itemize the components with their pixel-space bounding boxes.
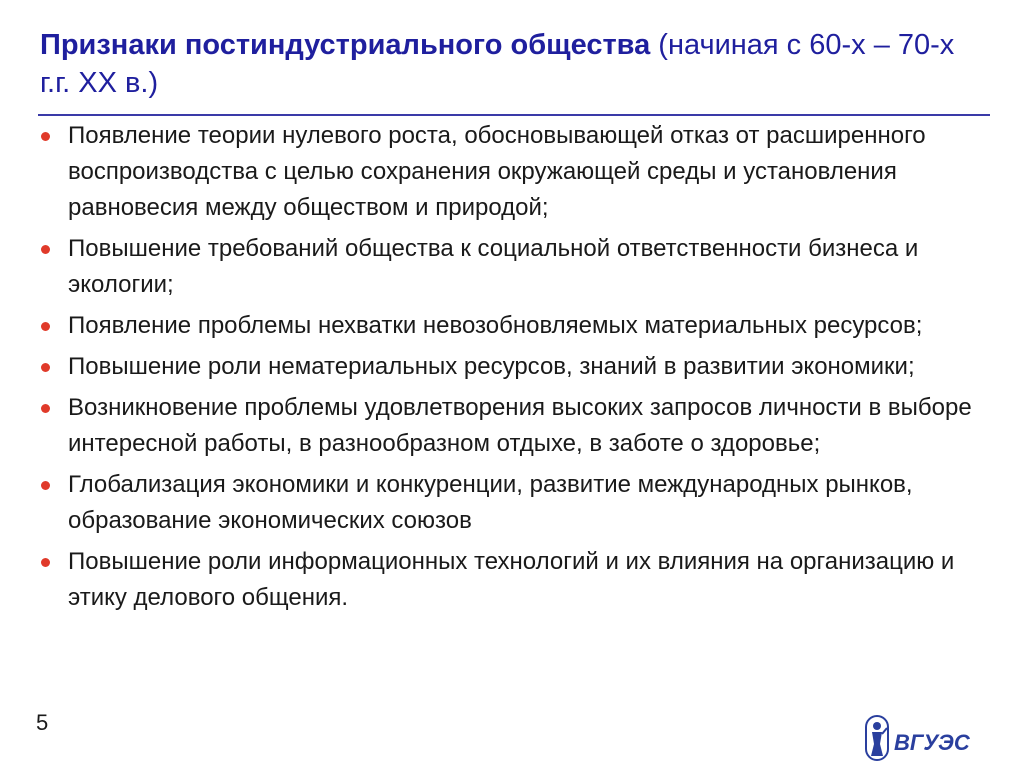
bullet-text: Повышение роли информационных технологий и их влияния на организацию и этику делового общения. xyxy=(68,548,955,611)
logo-text: ВГУЭС xyxy=(894,730,970,755)
bullet-dot-icon xyxy=(41,558,50,567)
slide-title xyxy=(40,26,980,102)
bullet-dot-icon xyxy=(41,132,50,141)
slide-title-period: (начиная с 60-х – 70-х г.г. XX в.) xyxy=(40,29,955,99)
bullet-item xyxy=(40,390,980,462)
bullet-text: Повышение роли нематериальных ресурсов, знаний в развитии экономики; xyxy=(68,353,915,380)
bullet-text: Глобализация экономики и конкуренции, развитие международных рынков, образование экономических союзов xyxy=(68,471,913,534)
bullet-item xyxy=(40,349,980,385)
bullet-item xyxy=(40,118,980,226)
bullet-dot-icon xyxy=(41,322,50,331)
slide-title-bold: Признаки постиндустриального общества xyxy=(40,29,651,61)
bullet-item xyxy=(40,308,980,344)
bullet-item xyxy=(40,467,980,539)
bullet-text: Появление теории нулевого роста, обосновывающей отказ от расширенного воспроизводства с целью сохранения окружающей среды и установления равновесия между обществом и природой; xyxy=(68,122,926,221)
bullet-item xyxy=(40,231,980,303)
bullet-dot-icon xyxy=(41,363,50,372)
bullet-text: Возникновение проблемы удовлетворения высоких запросов личности в выборе интересной работы, в разнообразном отдыхе, в заботе о здоровье; xyxy=(68,394,972,457)
bullet-text: Повышение требований общества к социальной ответственности бизнеса и экологии; xyxy=(68,235,919,298)
title-divider xyxy=(38,114,990,116)
bullet-item xyxy=(40,544,980,616)
university-logo xyxy=(864,714,992,762)
page-number: 5 xyxy=(36,710,49,735)
bullet-text: Появление проблемы нехватки невозобновляемых материальных ресурсов; xyxy=(68,312,923,339)
bullet-dot-icon xyxy=(41,245,50,254)
bullet-dot-icon xyxy=(41,481,50,490)
bullet-dot-icon xyxy=(41,404,50,413)
bullet-list xyxy=(40,118,980,621)
university-logo-icon xyxy=(864,714,992,762)
